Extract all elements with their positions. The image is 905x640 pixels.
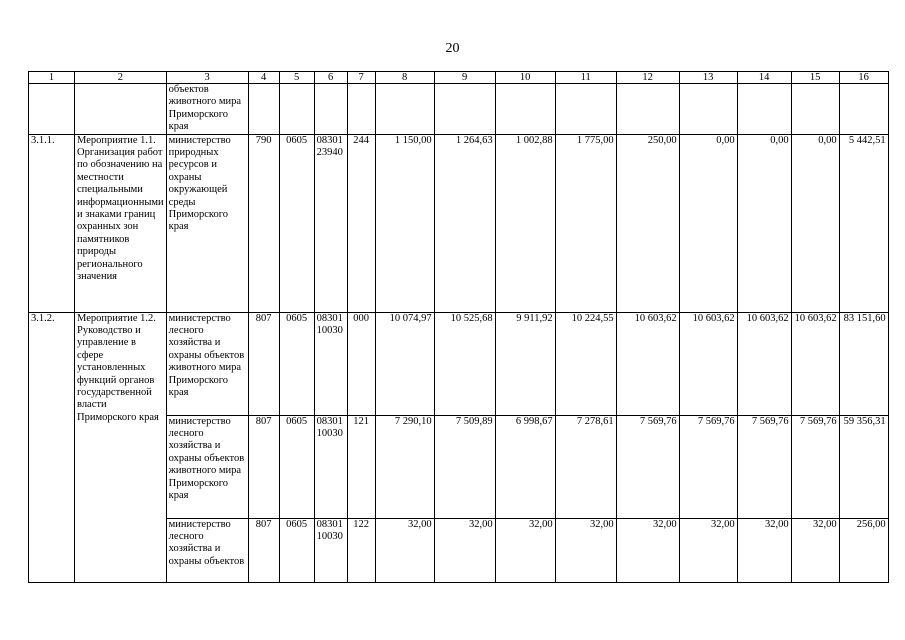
executor-cell: министерство лесного хозяйства и охраны объектов животного мира Приморского края — [166, 415, 248, 518]
header-cell: 15 — [791, 72, 839, 84]
value-cell: 1 150,00 — [375, 134, 434, 312]
value-cell: 1 775,00 — [555, 134, 616, 312]
header-cell: 9 — [434, 72, 495, 84]
executor-cell: министерство лесного хозяйства и охраны объектов — [166, 518, 248, 582]
header-cell: 3 — [166, 72, 248, 84]
table-row-continuation — [29, 84, 889, 135]
value-cell: 10 603,62 — [791, 312, 839, 415]
grbs-cell: 807 — [248, 415, 279, 518]
value-cell: 10 074,97 — [375, 312, 434, 415]
header-row — [29, 72, 889, 84]
value-cell: 7 509,89 — [434, 415, 495, 518]
header-cell: 16 — [839, 72, 888, 84]
value-cell: 32,00 — [495, 518, 555, 582]
header-cell: 2 — [75, 72, 167, 84]
header-cell: 1 — [29, 72, 75, 84]
grbs-cell: 807 — [248, 312, 279, 415]
vr-cell: 122 — [347, 518, 375, 582]
value-cell: 0,00 — [737, 134, 791, 312]
total-cell: 83 151,60 — [839, 312, 888, 415]
value-cell: 7 569,76 — [679, 415, 737, 518]
value-cell: 32,00 — [791, 518, 839, 582]
value-cell: 1 002,88 — [495, 134, 555, 312]
value-cell: 9 911,92 — [495, 312, 555, 415]
budget-table — [28, 71, 889, 583]
value-cell: 7 569,76 — [737, 415, 791, 518]
value-cell: 10 603,62 — [679, 312, 737, 415]
table-row-3-1-1 — [29, 134, 889, 312]
csr-cell: 08301 23940 — [314, 134, 347, 312]
page-number: 20 — [445, 41, 460, 56]
header-cell: 5 — [279, 72, 314, 84]
total-cell: 5 442,51 — [839, 134, 888, 312]
value-cell: 1 264,63 — [434, 134, 495, 312]
header-cell: 4 — [248, 72, 279, 84]
value-cell: 7 569,76 — [791, 415, 839, 518]
table-row-3-1-2-a — [29, 312, 889, 415]
value-cell: 32,00 — [555, 518, 616, 582]
row-code: 3.1.2. — [29, 312, 75, 582]
value-cell: 6 998,67 — [495, 415, 555, 518]
executor-cell: министерство лесного хозяйства и охраны объектов животного мира Приморского края — [166, 312, 248, 415]
value-cell: 250,00 — [616, 134, 679, 312]
value-cell: 32,00 — [434, 518, 495, 582]
grbs-cell: 790 — [248, 134, 279, 312]
value-cell: 10 603,62 — [616, 312, 679, 415]
rzpr-cell: 0605 — [279, 134, 314, 312]
value-cell: 0,00 — [679, 134, 737, 312]
activity-name: Мероприятие 1.2. Руководство и управление в сфере установленных функций органов государственной власти Приморского края — [75, 312, 167, 582]
header-cell: 10 — [495, 72, 555, 84]
grbs-cell: 807 — [248, 518, 279, 582]
value-cell: 32,00 — [737, 518, 791, 582]
rzpr-cell: 0605 — [279, 312, 314, 415]
csr-cell: 08301 10030 — [314, 518, 347, 582]
vr-cell: 244 — [347, 134, 375, 312]
rzpr-cell: 0605 — [279, 415, 314, 518]
rzpr-cell: 0605 — [279, 518, 314, 582]
value-cell: 32,00 — [679, 518, 737, 582]
vr-cell: 000 — [347, 312, 375, 415]
value-cell: 10 525,68 — [434, 312, 495, 415]
csr-cell: 08301 10030 — [314, 415, 347, 518]
activity-name: Мероприятие 1.1. Организация работ по обозначению на местности специальными информационными и знаками границ охранных зон памятников природы регионального значения — [75, 134, 167, 312]
value-cell: 7 569,76 — [616, 415, 679, 518]
header-cell: 6 — [314, 72, 347, 84]
header-cell: 7 — [347, 72, 375, 84]
row-code: 3.1.1. — [29, 134, 75, 312]
executor-cell: министерство природных ресурсов и охраны окружающей среды Приморского края — [166, 134, 248, 312]
value-cell: 32,00 — [375, 518, 434, 582]
value-cell: 7 278,61 — [555, 415, 616, 518]
header-cell: 14 — [737, 72, 791, 84]
header-cell: 12 — [616, 72, 679, 84]
executor-cell: объектов животного мира Приморского края — [166, 84, 248, 135]
value-cell: 32,00 — [616, 518, 679, 582]
header-cell: 11 — [555, 72, 616, 84]
total-cell: 256,00 — [839, 518, 888, 582]
total-cell: 59 356,31 — [839, 415, 888, 518]
header-cell: 13 — [679, 72, 737, 84]
vr-cell: 121 — [347, 415, 375, 518]
csr-cell: 08301 10030 — [314, 312, 347, 415]
value-cell: 10 603,62 — [737, 312, 791, 415]
value-cell: 7 290,10 — [375, 415, 434, 518]
value-cell: 0,00 — [791, 134, 839, 312]
value-cell: 10 224,55 — [555, 312, 616, 415]
header-cell: 8 — [375, 72, 434, 84]
